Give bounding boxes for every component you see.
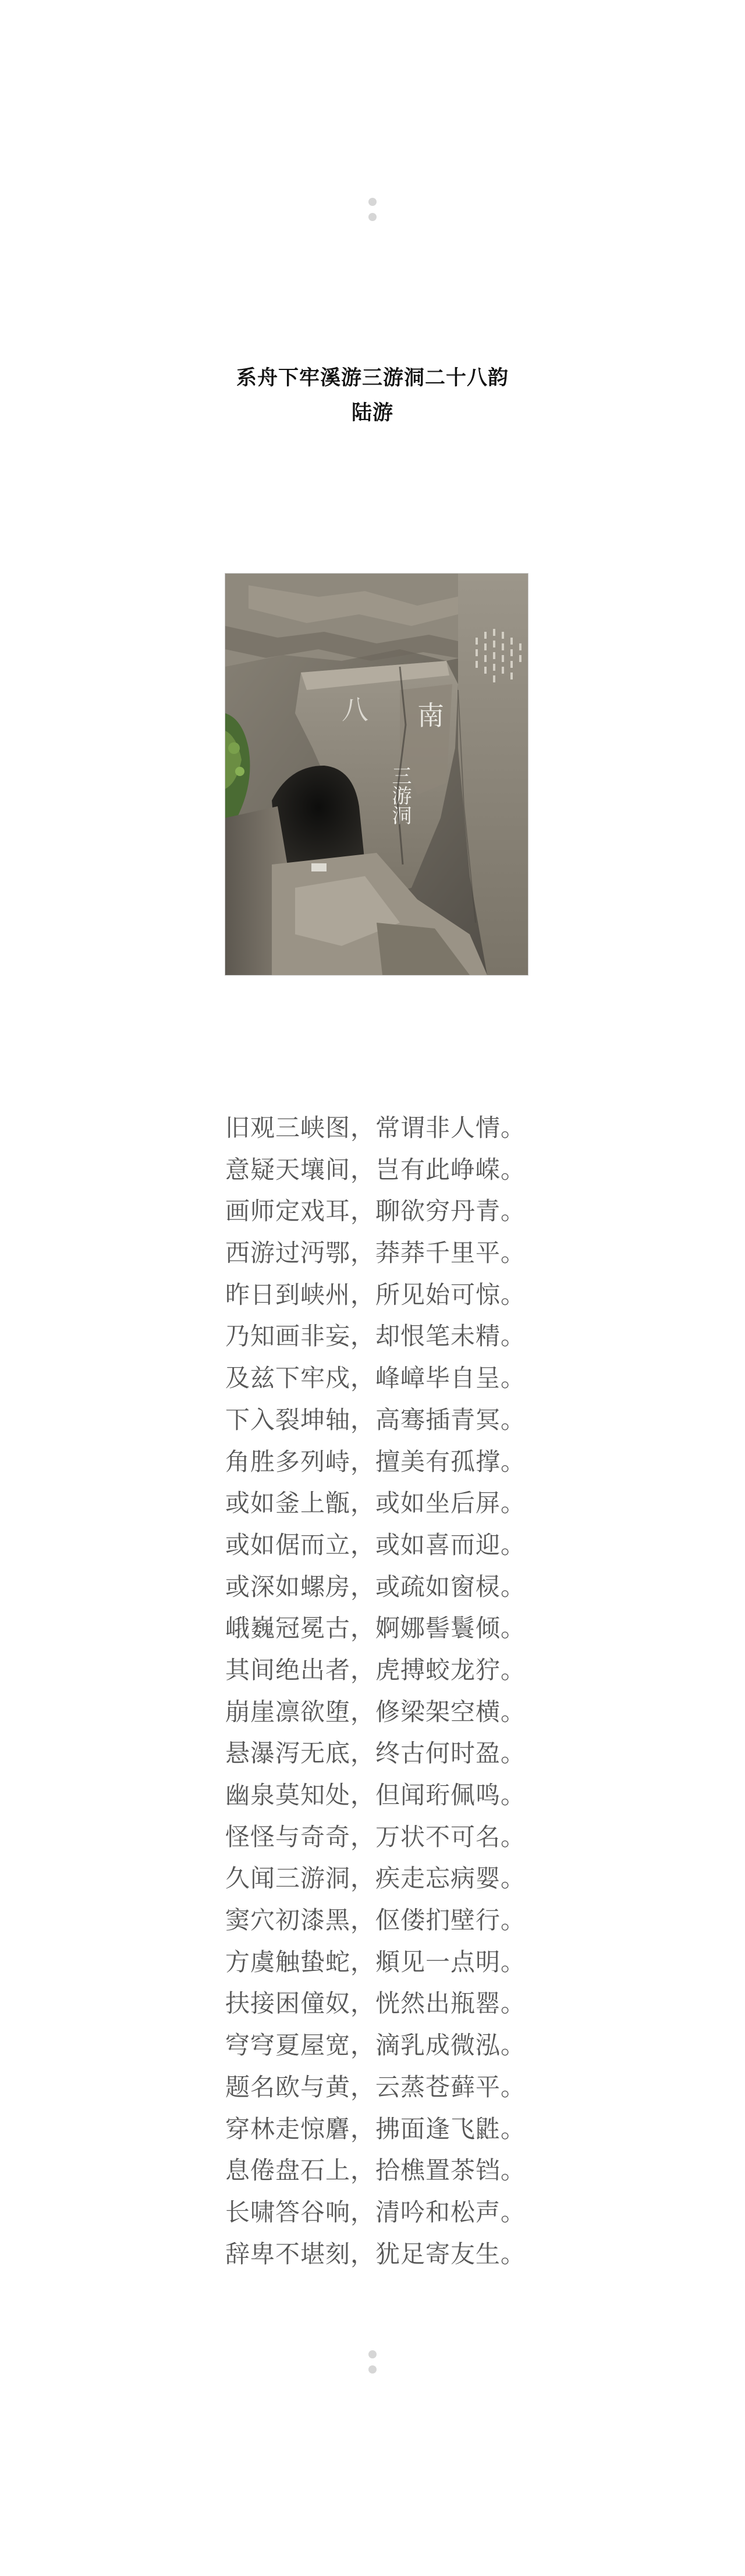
poem-line: 角胜多列峙，擅美有孤撑。 bbox=[225, 1447, 526, 1476]
poem-line: 怪怪与奇奇，万状不可名。 bbox=[225, 1822, 526, 1851]
poem-line: 题名欧与黄，云蒸苍藓平。 bbox=[225, 2072, 526, 2101]
poem-line: 穿林走惊麏，拂面逢飞鼪。 bbox=[225, 2114, 526, 2143]
poem-author: 陆游 bbox=[351, 401, 393, 425]
poem-line: 西游过沔鄂，莽莽千里平。 bbox=[225, 1239, 526, 1268]
divider-dot bbox=[368, 213, 377, 221]
poem-line: 崩崖凛欲堕，修梁架空横。 bbox=[225, 1697, 526, 1726]
poem-line: 意疑天壤间，岂有此峥嵘。 bbox=[225, 1155, 526, 1184]
poem-line: 悬瀑泻无底，终古何时盈。 bbox=[225, 1739, 526, 1768]
carved-text-top: 南 bbox=[417, 700, 444, 731]
poem-body bbox=[225, 1107, 574, 2275]
carved-text-vertical: 三游洞 bbox=[388, 766, 411, 825]
divider-dot bbox=[368, 198, 377, 206]
poem-line: 方虞触蛰蛇，頫见一点明。 bbox=[225, 1947, 526, 1976]
poem-line: 辞卑不堪刻，犹足寄友生。 bbox=[225, 2239, 526, 2268]
poem-line: 峨巍冠冕古，婀娜髻鬟倾。 bbox=[225, 1614, 526, 1643]
poem-line: 或如倨而立，或如喜而迎。 bbox=[225, 1530, 526, 1559]
poem-header bbox=[0, 361, 745, 430]
poem-line: 下入裂坤轴，高骞插青冥。 bbox=[225, 1405, 526, 1434]
divider-dot bbox=[368, 2350, 377, 2358]
poem-line: 及兹下牢戍，峰嶂毕自呈。 bbox=[225, 1364, 526, 1393]
divider-dots-top bbox=[366, 198, 379, 228]
poem-line: 其间绝出者，虎搏蛟龙狞。 bbox=[225, 1655, 526, 1684]
poem-line: 穹穹夏屋宽，滴乳成微泓。 bbox=[225, 2031, 526, 2060]
poem-line: 长啸答谷响，清吟和松声。 bbox=[225, 2197, 526, 2226]
poem-title: 系舟下牢溪游三游洞二十八韵 bbox=[236, 366, 509, 390]
poem-line: 窦穴初漆黑，伛偻扪壁行。 bbox=[225, 1906, 526, 1935]
poem-line: 息倦盘石上，拾樵置茶铛。 bbox=[225, 2156, 526, 2185]
poem-line: 画师定戏耳，聊欲穷丹青。 bbox=[225, 1197, 526, 1226]
poem-line: 幽泉莫知处，但闻珩佩鸣。 bbox=[225, 1781, 526, 1809]
poem-line: 或深如螺房，或疏如窗棂。 bbox=[225, 1572, 526, 1601]
poem-line: 或如釜上甑，或如坐后屏。 bbox=[225, 1489, 526, 1518]
carved-text-left: 八 bbox=[342, 694, 368, 725]
divider-dot bbox=[368, 2365, 377, 2374]
poem-line: 久闻三游洞，疾走忘病婴。 bbox=[225, 1864, 526, 1893]
poem-line: 乃知画非妄，却恨笔未精。 bbox=[225, 1322, 526, 1351]
poem-line: 昨日到峡州，所见始可惊。 bbox=[225, 1280, 526, 1309]
poem-line: 旧观三峡图，常谓非人情。 bbox=[225, 1113, 526, 1142]
poem-line: 扶接困僮奴，恍然出瓶罂。 bbox=[225, 1989, 526, 2018]
divider-dots-bottom bbox=[366, 2350, 379, 2381]
cave-photo bbox=[225, 573, 528, 976]
